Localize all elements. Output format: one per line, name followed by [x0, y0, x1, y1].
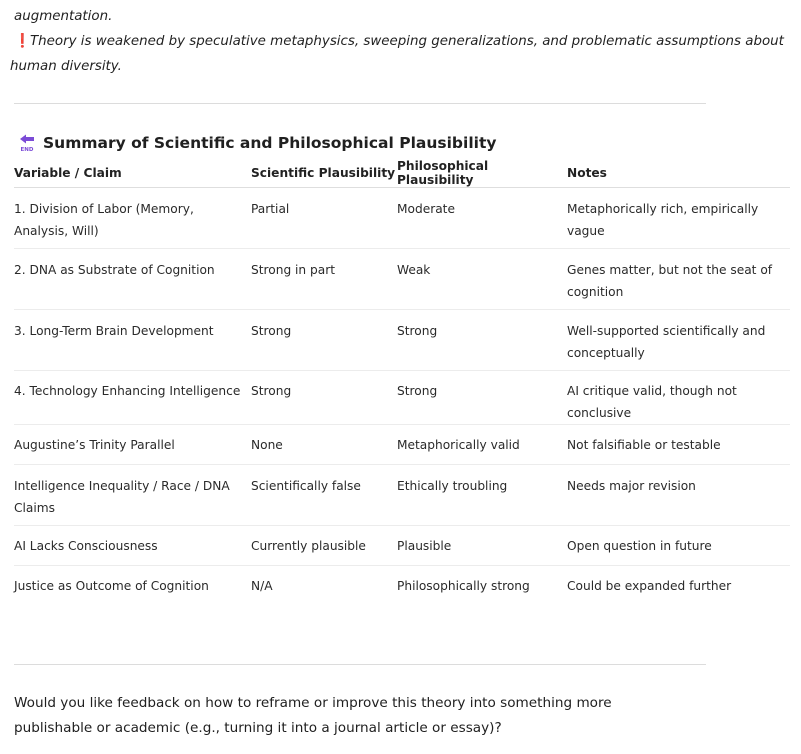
column-header: Variable / Claim: [14, 158, 251, 188]
table-cell: Metaphorically rich, empirically vague: [567, 188, 790, 249]
table-cell: Moderate: [397, 188, 567, 249]
warning-paragraph: [10, 29, 790, 79]
table-cell: Justice as Outcome of Cognition: [14, 579, 209, 593]
section-title: Summary of Scientific and Philosophical Plausibility: [43, 134, 497, 152]
end-icon-label: END: [20, 147, 34, 153]
table-cell: Scientifically false: [251, 465, 397, 526]
table-cell: Ethically troubling: [397, 465, 567, 526]
table-cell: Plausible: [397, 526, 567, 566]
table-cell: Genes matter, but not the seat of cognition: [567, 249, 790, 310]
section-heading: [14, 131, 790, 155]
table-row: [14, 188, 790, 249]
table-cell: Currently plausible: [251, 526, 397, 566]
table-cell: Strong: [397, 310, 567, 371]
divider: [14, 103, 706, 104]
table-row: [14, 465, 790, 526]
table-row: [14, 249, 790, 310]
table-cell: AI critique valid, though not conclusive: [567, 371, 790, 425]
table-cell: Open question in future: [567, 526, 790, 566]
table-row: [14, 566, 790, 606]
warning-text: Theory is weakened by speculative metaphysics, sweeping generalizations, and problematic assumptions about human diversity.: [10, 34, 784, 74]
table-cell: Strong: [251, 371, 397, 425]
table-cell: Could be expanded further: [567, 579, 732, 593]
table-cell: 3. Long-Term Brain Development: [14, 310, 251, 371]
table-cell: Partial: [251, 188, 397, 249]
column-header: Scientific Plausibility: [251, 158, 397, 188]
table-cell: Needs major revision: [567, 465, 790, 526]
table-cell: None: [251, 425, 397, 465]
table-cell: Intelligence Inequality / Race / DNA Claims: [14, 465, 251, 526]
end-arrow-icon: [17, 133, 37, 153]
table-cell: Strong: [251, 310, 397, 371]
table-cell: Strong in part: [251, 249, 397, 310]
table-row: [14, 526, 790, 566]
table-row: [14, 371, 790, 425]
plausibility-table: [14, 158, 790, 606]
table-cell: Weak: [397, 249, 567, 310]
column-header: Philosophical Plausibility: [397, 158, 567, 188]
intro-line: augmentation.: [14, 9, 113, 24]
table-cell: Well-supported scientifically and conceptually: [567, 310, 790, 371]
table-cell: Philosophically strong: [397, 579, 530, 593]
table-cell: Strong: [397, 371, 567, 425]
table-cell: N/A: [251, 579, 273, 593]
table-cell: 2. DNA as Substrate of Cognition: [14, 249, 251, 310]
table-cell: 4. Technology Enhancing Intelligence: [14, 371, 251, 425]
divider: [14, 664, 706, 665]
follow-up-question: Would you like feedback on how to reframe or improve this theory into something more publishable or academic (e.g., turning it into a journal article or essay)?: [14, 694, 612, 736]
table-cell: Metaphorically valid: [397, 425, 567, 465]
table-cell: Not falsifiable or testable: [567, 425, 790, 465]
exclamation-icon: ❗: [14, 34, 31, 49]
table-row: [14, 310, 790, 371]
table-row: [14, 425, 790, 465]
table-header-row: [14, 158, 790, 188]
table-cell: 1. Division of Labor (Memory, Analysis, Will): [14, 188, 251, 249]
table-cell: Augustine’s Trinity Parallel: [14, 425, 251, 465]
column-header: Notes: [567, 158, 790, 188]
intro-section: [10, 4, 790, 79]
table-cell: AI Lacks Consciousness: [14, 526, 251, 566]
response-content: [10, 0, 790, 754]
